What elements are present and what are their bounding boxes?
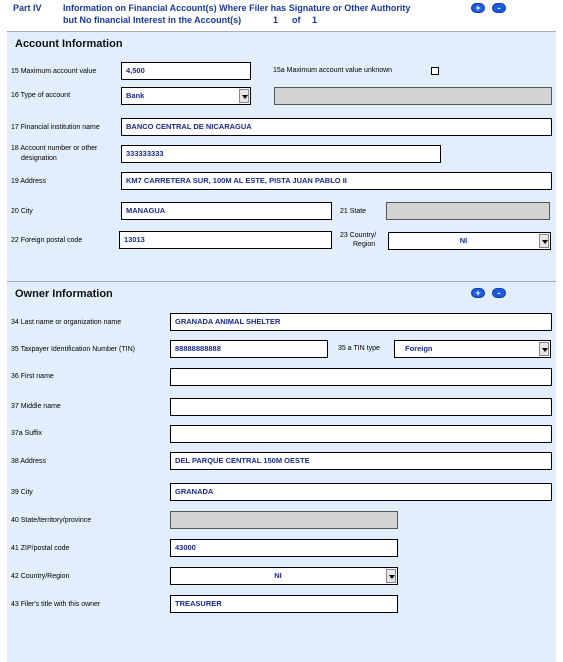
zip-field[interactable]: 43000 [170,539,398,557]
postal-field[interactable]: 13013 [119,231,332,249]
part-label: Part IV [13,3,42,13]
address-label: 19 Address [11,178,47,185]
max-unknown-label: 15a Maximum account value unknown [273,67,393,74]
tin-field[interactable]: 88888888888 [170,340,328,358]
postal-label: 22 Foreign postal code [11,237,83,244]
max-value-label: 15 Maximum account value [11,68,97,75]
city-field[interactable]: MANAGUA [121,202,332,220]
part-title-line1: Information on Financial Account(s) Where Filer has Signature or Other Authority [63,3,411,13]
institution-field[interactable]: BANCO CENTRAL DE NICARAGUA [121,118,552,136]
owner-city-field[interactable]: GRANADA [170,483,552,501]
filer-title-field[interactable]: TREASURER [170,595,398,613]
country-value: NI [459,236,468,245]
owner-state-label: 40 State/territory/province [11,517,92,524]
country-label-2: Region [353,241,376,248]
suffix-label: 37a Suffix [11,430,43,437]
suffix-field[interactable] [170,425,552,443]
account-section-title: Account Information [15,38,123,50]
page-total: 1 [312,15,318,25]
zip-label: 41 ZIP/postal code [11,545,70,552]
middle-name-field[interactable] [170,398,552,416]
last-name-field[interactable]: GRANADA ANIMAL SHELTER [170,313,552,331]
remove-owner-button[interactable]: - [492,288,506,298]
last-name-label: 34 Last name or organization name [11,319,122,326]
chevron-down-icon[interactable] [386,569,396,583]
tin-type-value: Foreign [405,344,433,353]
account-type-other-field [274,87,552,105]
first-name-field[interactable] [170,368,552,386]
account-type-value: Bank [126,91,145,100]
type-label: 16 Type of account [11,92,71,99]
country-select[interactable] [388,232,551,250]
owner-country-label: 42 Country/Region [11,573,70,580]
page-current: 1 [273,15,279,25]
remove-account-button[interactable]: - [492,3,506,13]
institution-label: 17 Financial institution name [11,124,100,131]
address-field[interactable]: KM7 CARRETERA SUR, 100M AL ESTE, PISTA JUAN PABLO II [121,172,552,190]
add-owner-button[interactable]: + [471,288,485,298]
max-unknown-checkbox[interactable] [431,67,439,75]
filer-title-label: 43 Filer's title with this owner [11,601,101,608]
tin-type-select[interactable] [394,340,551,358]
max-value-field[interactable]: 4,500 [121,62,251,80]
first-name-label: 36 First name [11,373,54,380]
acct-number-label-2: designation [21,155,57,162]
page-of: of [292,15,301,25]
add-account-button[interactable]: + [471,3,485,13]
part-title-line2: but No financial Interest in the Account(s) [63,15,242,25]
owner-country-select[interactable] [170,567,398,585]
middle-name-label: 37 Middle name [11,403,61,410]
state-label: 21 State [340,208,367,215]
country-label-1: 23 Country/ [340,232,377,239]
state-field [386,202,550,220]
tin-label: 35 Taxpayer Identification Number (TIN) [11,346,135,353]
account-type-select[interactable] [121,87,251,105]
owner-state-field [170,511,398,529]
city-label: 20 City [11,208,33,215]
owner-address-field[interactable]: DEL PARQUE CENTRAL 150M OESTE [170,452,552,470]
chevron-down-icon[interactable] [539,234,549,248]
chevron-down-icon[interactable] [239,89,249,103]
owner-address-label: 38 Address [11,458,47,465]
acct-number-field[interactable]: 333333333 [121,145,441,163]
tin-type-label: 35 a TIN type [338,345,380,352]
owner-city-label: 39 City [11,489,33,496]
owner-section-title: Owner Information [15,288,113,300]
acct-number-label-1: 18 Account number or other [11,145,98,152]
chevron-down-icon[interactable] [539,342,549,356]
owner-country-value: NI [274,571,282,580]
